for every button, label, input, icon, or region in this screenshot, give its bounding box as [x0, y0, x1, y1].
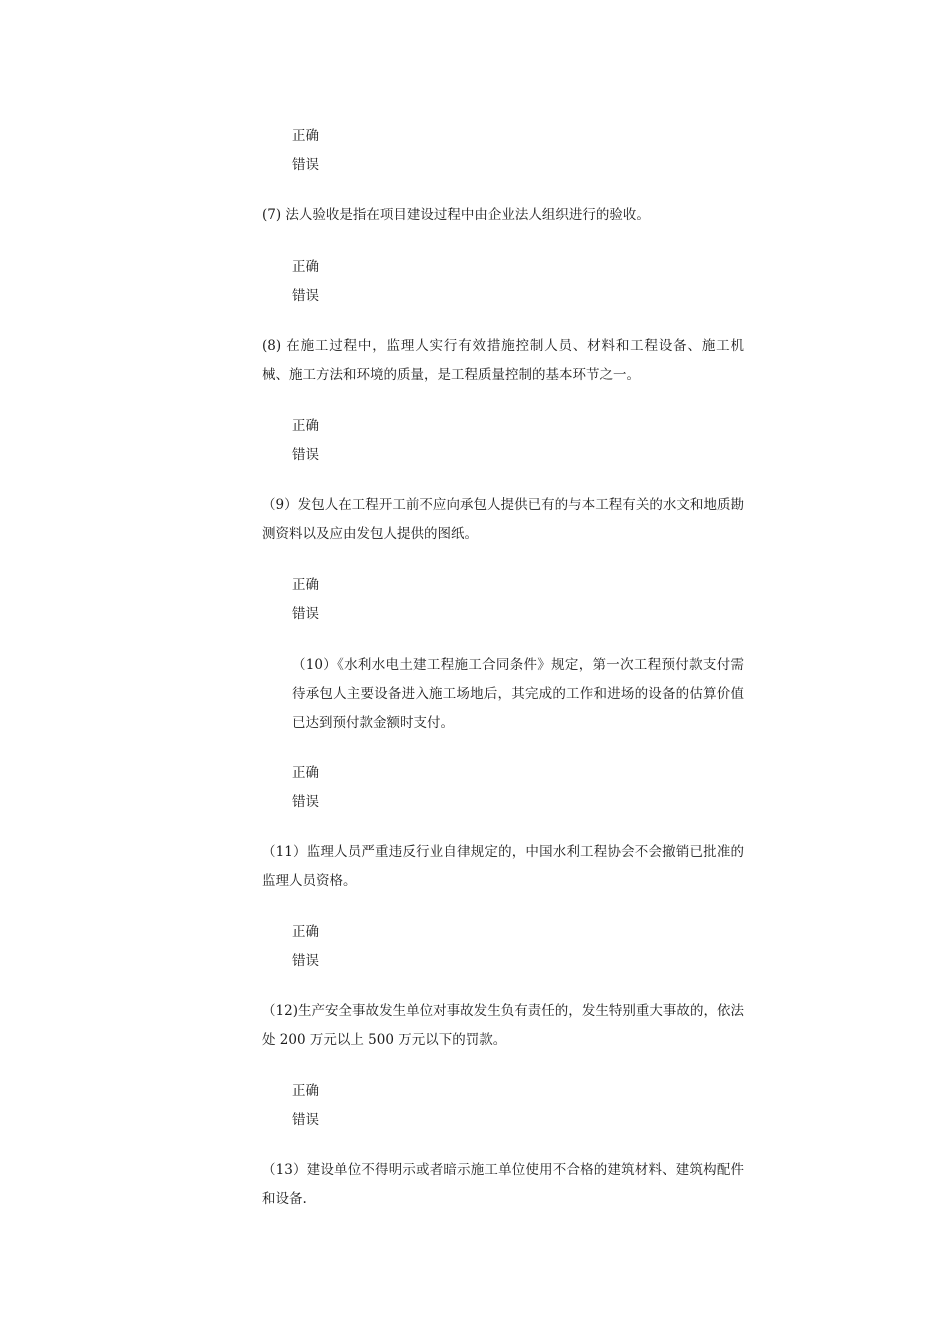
question-8: (8) 在施工过程中，监理人实行有效措施控制人员、材料和工程设备、施工机械、施工方法和环境的质量，是工程质量控制的基本环节之一。: [262, 338, 744, 383]
option-wrong[interactable]: 错误: [292, 1112, 319, 1128]
option-correct[interactable]: 正确: [292, 418, 319, 434]
option-correct[interactable]: 正确: [292, 577, 319, 593]
question-13: （13）建设单位不得明示或者暗示施工单位使用不合格的建筑材料、建筑构配件和设备.: [262, 1162, 744, 1207]
option-wrong[interactable]: 错误: [292, 288, 319, 304]
option-wrong[interactable]: 错误: [292, 157, 319, 173]
question-12: （12)生产安全事故发生单位对事故发生负有责任的，发生特别重大事故的，依法处 200 万元以上 500 万元以下的罚款。: [262, 1003, 744, 1048]
option-correct[interactable]: 正确: [292, 765, 319, 781]
option-wrong[interactable]: 错误: [292, 606, 319, 622]
option-correct[interactable]: 正确: [292, 259, 319, 275]
question-10: （10）《水利水电土建工程施工合同条件》规定，第一次工程预付款支付需待承包人主要设备进入施工场地后，其完成的工作和进场的设备的估算价值已达到预付款金额时支付。: [292, 657, 744, 731]
option-correct[interactable]: 正确: [292, 128, 319, 144]
option-correct[interactable]: 正确: [292, 1083, 319, 1099]
question-7: (7) 法人验收是指在项目建设过程中由企业法人组织进行的验收。: [262, 207, 650, 223]
option-wrong[interactable]: 错误: [292, 447, 319, 463]
option-wrong[interactable]: 错误: [292, 794, 319, 810]
option-wrong[interactable]: 错误: [292, 953, 319, 969]
question-9: （9）发包人在工程开工前不应向承包人提供已有的与本工程有关的水文和地质勘测资料以及应由发包人提供的图纸。: [262, 497, 744, 542]
question-11: （11）监理人员严重违反行业自律规定的，中国水利工程协会不会撤销已批准的监理人员资格。: [262, 844, 744, 889]
option-correct[interactable]: 正确: [292, 924, 319, 940]
